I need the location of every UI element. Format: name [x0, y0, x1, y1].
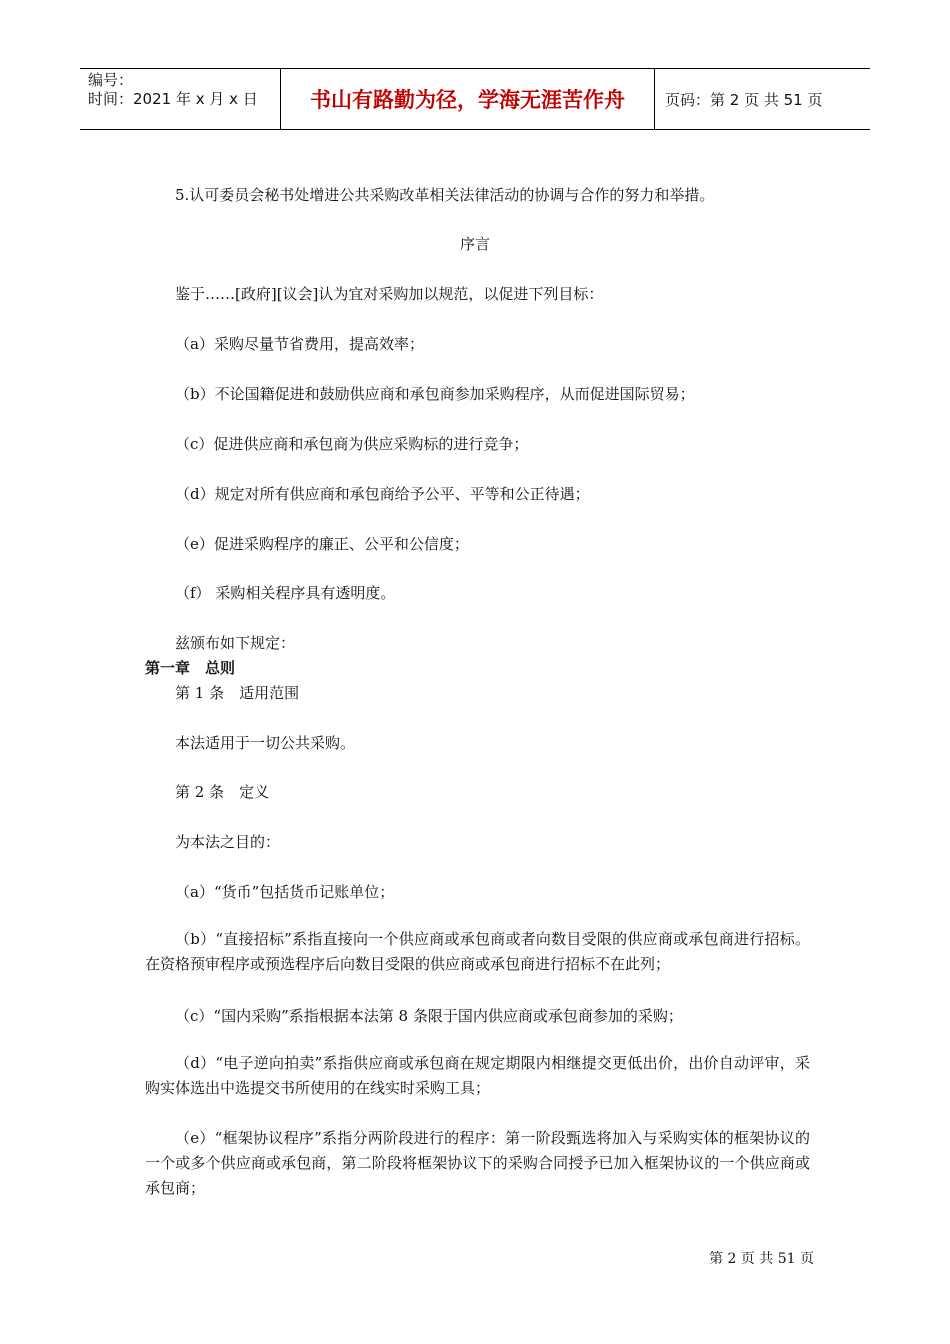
decree-line: 兹颁布如下规定：	[175, 634, 296, 652]
preface-intro: 鉴于……[政府][议会]认为宜对采购加以规范，以促进下列目标：	[175, 285, 604, 303]
header-page-number: 页码：第 2 页 共 51 页	[665, 90, 823, 109]
header-motto: 书山有路勤为径，学海无涯苦作舟	[281, 69, 655, 129]
article-2-heading: 第 2 条 定义	[175, 783, 270, 801]
goal-b: （b）不论国籍促进和鼓励供应商和承包商参加采购程序，从而促进国际贸易；	[175, 385, 695, 403]
article-2-intro: 为本法之目的：	[175, 833, 281, 851]
date-label: 时间：2021 年 x 月 x 日	[88, 90, 258, 108]
definition-c: （c）“国内采购”系指根据本法第 8 条限于国内供应商或承包商参加的采购；	[175, 1007, 683, 1025]
definition-e: （e）“框架协议程序”系指分两阶段进行的程序：第一阶段甄选将加入与采购实体的框架协议的一个或多个供应商或承包商，第二阶段将框架协议下的采购合同授予已加入框架协议的一个供应商或承包商；	[145, 1129, 810, 1197]
paragraph-5: 5.认可委员会秘书处增进公共采购改革相关法律活动的协调与合作的努力和举措。	[175, 186, 715, 204]
header-meta	[80, 69, 281, 129]
page-header	[80, 68, 870, 130]
definition-a: （a）“货币”包括货币记账单位；	[175, 883, 395, 901]
goal-f: （f） 采购相关程序具有透明度。	[175, 584, 396, 602]
number-label: 编号：	[88, 71, 134, 89]
definition-b: （b）“直接招标”系指直接向一个供应商或承包商或者向数目受限的供应商或承包商进行招标。在资格预审程序或预选程序后向数目受限的供应商或承包商进行招标不在此列；	[145, 930, 810, 973]
page-footer: 第 2 页 共 51 页	[709, 1251, 814, 1267]
definition-d: （d）“电子逆向拍卖”系指供应商或承包商在规定期限内相继提交更低出价，出价自动评审，采购实体选出中选提交书所使用的在线实时采购工具；	[145, 1054, 810, 1097]
goal-e: （e）促进采购程序的廉正、公平和公信度；	[175, 535, 469, 553]
preface-title: 序言	[459, 235, 490, 253]
article-1-heading: 第 1 条 适用范围	[175, 684, 300, 702]
goal-d: （d）规定对所有供应商和承包商给予公平、平等和公正待遇；	[175, 485, 590, 503]
goal-a: （a）采购尽量节省费用，提高效率；	[175, 335, 424, 353]
chapter-heading: 第一章 总则	[145, 659, 236, 677]
article-1-text: 本法适用于一切公共采购。	[175, 734, 356, 752]
goal-c: （c）促进供应商和承包商为供应采购标的进行竞争；	[175, 435, 529, 453]
